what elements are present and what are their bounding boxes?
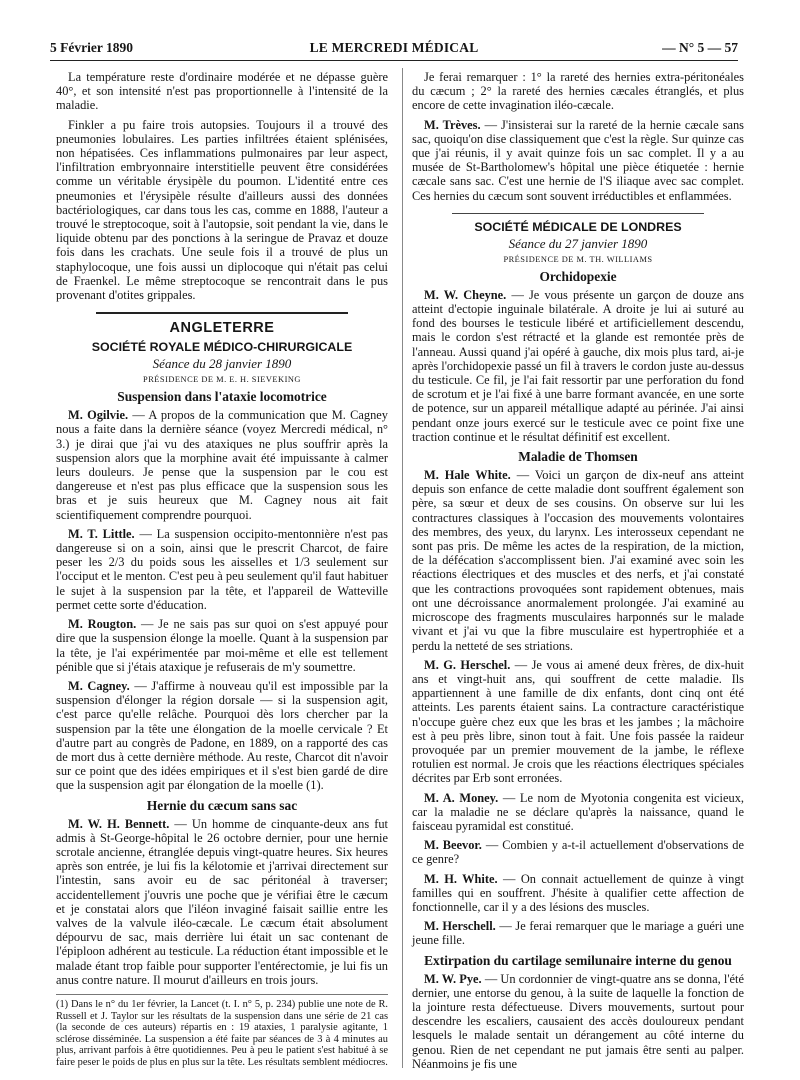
speech-rougton — [56, 617, 388, 674]
speaker-name: M. A. Money. — [424, 790, 499, 805]
speaker-name: M. Beevor. — [424, 838, 482, 853]
speech-g-herschel — [412, 658, 744, 786]
speech-text: — Je vous ai amené deux frères, de dix-huit ans et vingt-huit ans, qui souffrent de cette maladie. Ils appartiennent à une famille de dix enfants, dont cinq ont été atteints. Les parents étaient sains. La contracture caractéristique n'occupe guère chez eux que les bras et les jambes ; la mâchoire est à peu près libre, sinon tout à fait. Une fois passée la raideur provoquée par un premier mouvement de la jambe, le réflexe rotulien est normal. Je crois que les réactions électriques spéciales décrites par Erb sont erronées. — [412, 657, 744, 786]
session-date-londres: Séance du 27 janvier 1890 — [508, 235, 648, 251]
speech-hale-white — [412, 468, 744, 653]
right-column — [412, 70, 744, 1071]
speech-cagney — [56, 679, 388, 793]
topic-heading-orchidopexie: Orchidopexie — [539, 268, 617, 284]
footnote-text: (1) Dans le n° du 1er février, la Lancet (t. I. n° 5, p. 234) publie une note de R. Russell et J. Taylor sur les résultats de la suspension dans une série de 21 cas (la seconde de ces auteurs) répartis en : 19 ataxies, 1 paralysie agitante, 1 sclérose disséminée. La suspension a été faite par séances de 3 à 4 minutes au plus, arrivant parfois à être quotidiennes. Peu à peu le patient s'est habitué à se faire peser le poids de plus en plus sur la tête. Les résultats semblent médiocres. — [56, 998, 388, 1068]
society-name: SOCIÉTÉ ROYALE MÉDICO-CHIRURGICALE — [91, 340, 353, 355]
header-rule — [50, 60, 738, 61]
left-column — [56, 70, 388, 1069]
topic-heading-hernie: Hernie du cæcum sans sac — [146, 797, 298, 813]
presidency-line-londres: PRÉSIDENCE DE M. TH. WILLIAMS — [503, 254, 653, 264]
speech-text: — Je vous présente un garçon de douze ans atteint d'ectopie inguinale bilatérale. A droite je lui ai suturé au fond des bourses le testicule libéré et artificiellement descendu, mais le cordon s'est rétracté et la glande est remontée près de l'anneau. Aussi quand j'ai opéré à gauche, dix mois plus tard, ai-je après l'orchidopexie passé un fil à travers le cordon juste au-dessus du testicule. Ce fil, je l'ai fait ressortir par une perforation du fond de scrotum et je l'ai fixé à une barre formant avancée, en une sorte de potence, sur un appareil métallique adapté au périnée. J'ai ainsi pendant onze jours exercé sur le testicule avec ce point fixe une traction continue et le résultat définitif est excellent. — [412, 287, 744, 444]
speaker-name: M. W. Pye. — [424, 971, 482, 986]
page-number: — N° 5 — 57 — [662, 40, 738, 55]
speech-text: — Un cordonnier de vingt-quatre ans se donna, l'été dernier, une entorse du genou, à la suite de laquelle la fonction de la jointure resta défectueuse. Divers mouvements, surtout pour descendre les escaliers, causaient des accès douloureux pendant lesquels le malade sentait un dérangement au côté interne du genou. Rien de net cependant ne put jamais être senti au palper. Néanmoins je fis une — [412, 971, 745, 1071]
speaker-name: M. Herschell. — [424, 919, 496, 934]
speech-text: — Je ferai remarquer que le mariage a guéri une jeune fille. — [412, 919, 744, 948]
speech-money — [412, 791, 744, 834]
journal-title: LE MERCREDI MÉDICAL — [309, 40, 479, 55]
footnote — [56, 994, 388, 1069]
speech-little — [56, 527, 388, 612]
speech-text: — Voici un garçon de dix-neuf ans atteint depuis son enfance de cette maladie dont souffrent également son père, sa sœur et deux de ses cousins. On observe sur lui les contractures classiques à l'occasion des mouvements volontaires des membres, des yeux, du larynx. Les interosseux cependant ne sont pas pris. De même les actes de la respiration, de la miction, de la défécation s'accomplissent bien. J'ai examiné avec soin les réactions électriques et des muscles et des nerfs, et j'ai constaté que les contractions provoquées sont rapidement obtenues, mais ont une décroissance anormalement prolongée. J'ai examiné au microscope des fragments musculaires harponnés sur le malade vivant et j'ai vu que la fibre musculaire est hypertrophiée et a perdu la netteté de ses striations. — [412, 468, 744, 653]
speech-h-white — [412, 872, 744, 915]
speaker-name: M. Ogilvie. — [68, 408, 129, 423]
paragraph-finkler: Finkler a pu faire trois autopsies. Toujours il a trouvé des pneumonies lobulaires. Les parties infiltrées étaient splénisées, non hépatisées. Ces inflammations pulmonaires par leur aspect, l'infiltration embryonnaire interstitielle peuvent être considérées comme un véritable érysipèle du poumon. L'identité entre ces pneumonies et l'érysipèle résulte d'ailleurs aussi des données bactériologiques, car dans tous les cas, comme en 1888, l'auteur a trouvé le streptocoque, soit à l'autopsie, soit pendant la vie, dans le liquide obtenu par des ponctions à la seringue de Pravaz et douze fois dans les crachats. Une seule fois il a trouvé de plus un staphylocoque, une fois aussi un diplocoque qui n'était pas celui de Fraenkel. Le même streptocoque se rencontrait dans le pus provenant d'otites grippales. — [56, 117, 388, 303]
column-separator — [402, 68, 403, 1068]
issue-date: 5 Février 1890 — [50, 40, 133, 55]
page-header — [50, 40, 738, 58]
speech-text: — Combien y a-t-il actuellement d'observations de ce genre? — [412, 838, 744, 867]
speaker-name: M. Trèves. — [424, 117, 481, 132]
speech-herschell — [412, 919, 744, 947]
society-name-londres: SOCIÉTÉ MÉDICALE DE LONDRES — [452, 213, 704, 234]
speech-pye — [412, 972, 744, 1071]
topic-heading-thomsen: Maladie de Thomsen — [518, 449, 638, 465]
paragraph-remarques: Je ferai remarquer : 1° la rareté des hernies extra-péritonéales du cæcum ; 2° la rareté des hernies cæcales étranglés, et plus encore de cette invagination iléo-cæcale. — [412, 70, 744, 113]
speech-text: — La suspension occipito-mentonnière n'est pas dangereuse si on a soin, ainsi que le prescrit Charcot, de faire peser les 2/3 du poids sous les aisselles et 1/3 seulement sur l'occiput et le menton. C'est peu à peu seulement qu'il faut habituer le sujet à la suspension par la tête, et l'appareil de Watteville permet cette sorte d'éducation. — [56, 526, 388, 612]
paragraph-temperature: La température reste d'ordinaire modérée et ne dépasse guère 40°, et son intensité n'est pas proportionnelle à l'intensité de la maladie. — [56, 70, 388, 113]
speech-text: — Un homme de cinquante-deux ans fut admis à St-George-hôpital le 26 octobre dernier, pour une hernie scrotale ancienne, étranglée depuis vingt-quatre heures. Six heures après son entrée, je lui fis la kélotomie et j'arrivai directement sur l'intestin, sans avoir eu de sac péritonéal à traverser; accidentellement j'ouvris une poche que je vérifiai être le cæcum et je constatai alors que l'iléon invaginé faisait saillie entre les valves de la valvule iléo-cæcale. Le cæcum était absolument dépourvu de sac, mais derrière lui était un sac contenant de l'épiploon adhérent au testicule. La réduction étant impossible et le malade étant trop faible pour supporter l'entérectomie, je lui fis un anus contre nature. Il mourut d'ailleurs en trois jours. — [56, 816, 389, 987]
speaker-name: M. W. Cheyne. — [424, 287, 507, 302]
speech-cheyne — [412, 288, 744, 444]
speech-text: — J'affirme à nouveau qu'il est impossible par la suspension d'élonger la région dorsale — si la suspension agit, c'est parce qu'elle relâche. Pourquoi dès lors chercher par la suspension par la tête une élongation de la moelle cervicale ? Et d'autre part au congrès de Padone, en 1889, on a rapporté des cas de mort dus à cette dernière méthode. Au reste, Charcot dit n'avoir sur ce point que des idées empiriques et il s'est bien gardé de dire que la suspension agit par élongation de la moelle (1). — [56, 678, 388, 793]
speaker-name: M. T. Little. — [68, 526, 135, 541]
speech-text: — On connait actuellement de quinze à vingt familles qui en souffrent. J'hésite à qualifier cette affection de fonctionnelle, car il y a des lésions des muscles. — [412, 871, 744, 914]
speech-text: — Le nom de Myotonia congenita est vicieux, car la maladie ne se déclare qu'après la naissance, quand le faisceau pyramidal est constitué. — [412, 790, 744, 833]
speech-bennett — [56, 817, 388, 987]
speech-treves — [412, 118, 744, 203]
topic-heading-suspension: Suspension dans l'ataxie locomotrice — [117, 389, 327, 405]
session-date: Séance du 28 janvier 1890 — [152, 356, 292, 372]
speech-text: — J'insisterai sur la rareté de la hernie cæcale sans sac, quoiqu'on dise classiquement que c'est la règle. Sur quinze cas que j'ai réunis, il y avait quinze fois un sac complet. Il y a au musée de St-Bartholomew's hôpital une pièce étiquetée : hernie cæcale sans sac. C'est une hernie de l'S iliaque avec sac complet. Ces hernies du cæcum sont souvent irréductibles et enflammées. — [412, 117, 744, 203]
speech-beevor — [412, 838, 744, 866]
topic-heading-cartilage: Extirpation du cartilage semilunaire interne du genou — [424, 952, 732, 968]
speaker-name: M. Hale White. — [424, 468, 511, 483]
section-heading-angleterre: ANGLETERRE — [96, 312, 348, 336]
presidency-line: PRÉSIDENCE DE M. E. H. SIEVEKING — [143, 375, 301, 385]
speaker-name: M. G. Herschel. — [424, 657, 511, 672]
speech-ogilvie — [56, 408, 388, 522]
speech-text: — A propos de la communication que M. Cagney nous a faite dans la dernière séance (voyez Mercredi médical, n° 3.) je dirai que j'ai vu des ataxiques ne plus souffrir après la suspension alors que la morphine avait été impuissante à calmer leurs douleurs. Je pense que la suspension par le cou est dangereuse et n'est pas plus efficace que la suspension sous les bras et je suis heureux que M. Cagney nous ait fait scientifiquement comprendre pourquoi. — [56, 408, 388, 522]
speaker-name: M. Cagney. — [68, 678, 130, 693]
speaker-name: M. H. White. — [424, 871, 498, 886]
speaker-name: M. Rougton. — [68, 617, 137, 632]
speech-text: — Je ne sais pas sur quoi on s'est appuyé pour dire que la suspension élonge la moelle. Quant à la suspension par la tête, je l'ai expérimentée par moi-même et elle est tellement pénible que si j'étais ataxique je refuserais de m'y soumettre. — [56, 617, 388, 674]
speaker-name: M. W. H. Bennett. — [68, 816, 170, 831]
